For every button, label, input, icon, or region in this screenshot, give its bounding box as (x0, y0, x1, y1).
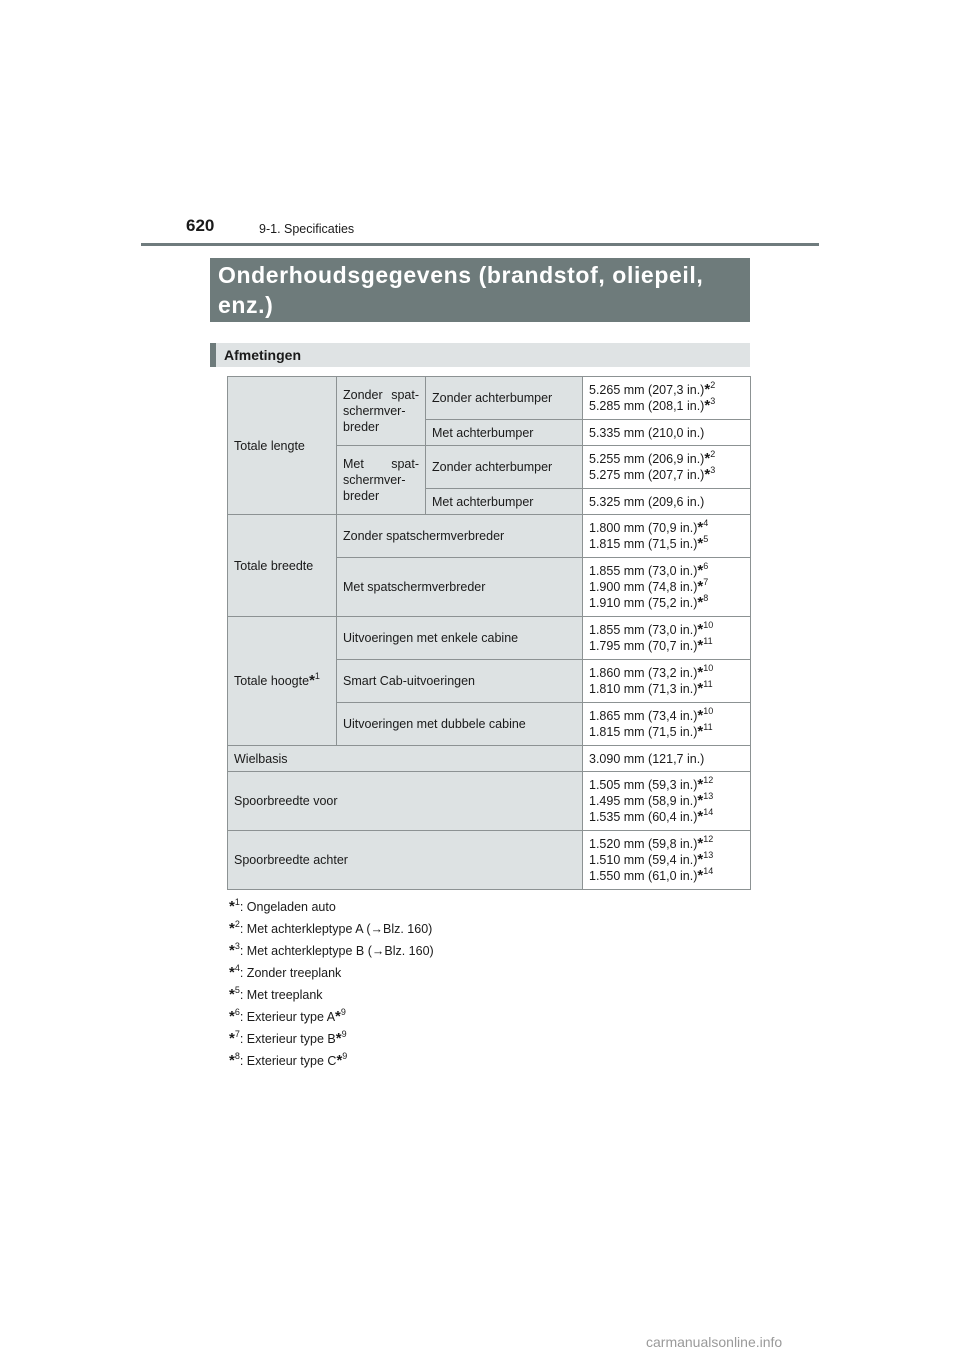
footnote-ref: 13 (703, 850, 714, 860)
footnote-marker: * (229, 986, 235, 1003)
footnote-text: : Zonder treeplank (239, 966, 342, 980)
footnote-number: 1 (234, 897, 240, 907)
footnote-item (229, 962, 434, 984)
footnote-ref: 3 (710, 396, 716, 406)
section-label: 9-1. Specificaties (259, 222, 355, 236)
value-text: 1.855 mm (73,0 in.) (589, 623, 698, 637)
footnote-marker: * (229, 898, 235, 915)
cell-label: Zonder achterbumper (426, 377, 583, 420)
footnote-ref: 7 (703, 577, 709, 587)
section-subheading: Afmetingen (210, 343, 750, 367)
footnote-item (229, 1028, 434, 1050)
footnote-marker: * (697, 562, 704, 579)
footnote-ref: 3 (710, 465, 716, 475)
cell-label: Zonder achterbumper (426, 446, 583, 489)
footnote-marker: * (336, 1052, 343, 1069)
footnote-ref: 11 (703, 679, 713, 689)
value-cell (583, 377, 751, 420)
value-text: 5.285 mm (208,1 in.) (589, 399, 705, 413)
footnote-item (229, 984, 434, 1006)
value-text: 1.800 mm (70,9 in.) (589, 521, 698, 535)
footnote-marker: * (697, 664, 704, 681)
footnote-marker: * (229, 1030, 235, 1047)
value-cell (583, 703, 751, 746)
footnote-marker: * (704, 381, 711, 398)
cell-label: Met achterbumper (426, 420, 583, 446)
value-cell: 3.090 mm (121,7 in.) (583, 746, 751, 772)
value-text: 1.900 mm (74,8 in.) (589, 580, 698, 594)
value-text: 5.255 mm (206,9 in.) (589, 452, 705, 466)
value-text: 1.520 mm (59,8 in.) (589, 837, 698, 851)
value-line (589, 622, 744, 638)
footnote-ref: 13 (703, 791, 714, 801)
footnote-item (229, 896, 434, 918)
footnote-ref: 2 (710, 380, 716, 390)
row-label-totale-lengte: Totale lengte (228, 377, 337, 515)
footnote-ref: 9 (341, 1029, 347, 1039)
footnote-ref: 8 (703, 593, 709, 603)
page-title: Onderhoudsgegevens (brandstof, oliepeil, enz.) (210, 258, 750, 322)
value-text: 1.855 mm (73,0 in.) (589, 564, 698, 578)
footnote-number: 7 (234, 1029, 240, 1039)
footnote-ref: 14 (703, 866, 714, 876)
value-text: 1.495 mm (58,9 in.) (589, 794, 698, 808)
footnote-marker: * (697, 835, 704, 852)
footnote-number: 5 (234, 985, 240, 995)
value-cell (583, 772, 751, 831)
footnote-ref: 2 (710, 449, 716, 459)
page-number: 620 (186, 216, 215, 235)
row-label-spoor-voor: Spoorbreedte voor (228, 772, 583, 831)
footnote-text: : Met achterkleptype B (→Blz. 160) (239, 944, 434, 958)
footnote-number: 6 (234, 1007, 240, 1017)
value-line (589, 520, 744, 536)
footnote-marker: * (229, 1008, 235, 1025)
footnote-marker: * (697, 594, 704, 611)
footnote-marker: * (704, 450, 711, 467)
value-line (589, 536, 744, 552)
footnote-ref: 12 (703, 834, 714, 844)
table-row (228, 515, 751, 558)
footnote-ref: 9 (340, 1007, 346, 1017)
footnote-marker: * (697, 578, 704, 595)
value-line (589, 724, 744, 740)
footnote-text: : Met achterkleptype A (→Blz. 160) (239, 922, 433, 936)
footnote-marker: * (704, 466, 711, 483)
row-sublabel-met-verbreder: Met spat-schermver-breder (337, 446, 426, 515)
value-cell (583, 660, 751, 703)
footnote-ref: 4 (703, 518, 709, 528)
row-label-totale-breedte: Totale breedte (228, 515, 337, 617)
value-text: 1.810 mm (71,3 in.) (589, 682, 698, 696)
value-line (589, 579, 744, 595)
dimensions-table (227, 376, 751, 890)
footnote-ref: 11 (703, 722, 713, 732)
row-sublabel-zonder-verbreder: Zonder spat-schermver-breder (337, 377, 426, 446)
footnote-marker: * (697, 519, 704, 536)
watermark: carmanualsonline.info (646, 1334, 783, 1350)
footnote-marker: * (229, 964, 235, 981)
cell-label: Met spatschermverbreder (337, 558, 583, 617)
value-text: 1.510 mm (59,4 in.) (589, 853, 698, 867)
value-line (589, 638, 744, 654)
footnote-number: 2 (234, 919, 240, 929)
footnote-item (229, 1006, 434, 1028)
footnote-marker: * (697, 535, 704, 552)
value-text: 5.275 mm (207,7 in.) (589, 468, 705, 482)
footnote-ref: 6 (703, 561, 709, 571)
cell-label: Met achterbumper (426, 489, 583, 515)
value-cell (583, 617, 751, 660)
value-cell (583, 446, 751, 489)
footnote-marker: * (697, 808, 704, 825)
footnote-marker: * (697, 637, 704, 654)
value-line (589, 708, 744, 724)
footnote-ref: 11 (703, 636, 713, 646)
table-row (228, 772, 751, 831)
value-text: 1.795 mm (70,7 in.) (589, 639, 698, 653)
value-line (589, 382, 744, 398)
footnote-text: : Exterieur type A (239, 1010, 336, 1024)
footnotes (229, 896, 434, 1072)
table-row (228, 746, 751, 772)
footnote-marker: * (697, 707, 704, 724)
value-line (589, 398, 744, 414)
value-line (589, 563, 744, 579)
value-cell (583, 515, 751, 558)
footnote-marker: * (229, 942, 235, 959)
cell-label: Smart Cab-uitvoeringen (337, 660, 583, 703)
footnote-marker: * (704, 397, 711, 414)
footnote-text: : Exterieur type C (239, 1054, 337, 1068)
footnote-ref: 9 (342, 1051, 348, 1061)
footnote-ref: 12 (703, 775, 714, 785)
value-line (589, 809, 744, 825)
footnote-item (229, 1050, 434, 1072)
cell-label: Uitvoeringen met enkele cabine (337, 617, 583, 660)
value-text: 1.505 mm (59,3 in.) (589, 778, 698, 792)
footnote-marker: * (229, 1052, 235, 1069)
value-text: 1.860 mm (73,2 in.) (589, 666, 698, 680)
value-line (589, 836, 744, 852)
value-line (589, 793, 744, 809)
footnote-marker: * (309, 672, 315, 689)
cell-label: Zonder spatschermverbreder (337, 515, 583, 558)
value-text: 1.550 mm (61,0 in.) (589, 869, 698, 883)
value-text: 1.815 mm (71,5 in.) (589, 725, 698, 739)
value-line (589, 665, 744, 681)
footnote-marker: * (335, 1030, 342, 1047)
footnote-number: 8 (234, 1051, 240, 1061)
cell-label: Uitvoeringen met dubbele cabine (337, 703, 583, 746)
footnote-marker: * (697, 621, 704, 638)
value-text: 1.815 mm (71,5 in.) (589, 537, 698, 551)
value-cell (583, 558, 751, 617)
footnote-marker: * (697, 792, 704, 809)
footnote-marker: * (697, 867, 704, 884)
footnote-text: : Ongeladen auto (239, 900, 336, 914)
value-line (589, 451, 744, 467)
table-row (228, 831, 751, 890)
row-label-totale-hoogte: Totale hoogte*$^1$ (228, 617, 337, 746)
header-rule (141, 243, 819, 246)
value-cell: 5.335 mm (210,0 in.) (583, 420, 751, 446)
footnote-marker: * (697, 776, 704, 793)
value-line (589, 595, 744, 611)
value-cell: 5.325 mm (209,6 in.) (583, 489, 751, 515)
table-row (228, 617, 751, 660)
footnote-text: : Met treeplank (239, 988, 323, 1002)
footnote-marker: * (697, 851, 704, 868)
value-line (589, 852, 744, 868)
footnote-ref: 10 (703, 706, 714, 716)
value-text: 1.910 mm (75,2 in.) (589, 596, 698, 610)
value-line (589, 467, 744, 483)
footnote-ref: 10 (703, 663, 714, 673)
value-line (589, 868, 744, 884)
footnote-marker: * (697, 723, 704, 740)
footnote-ref: 14 (703, 807, 714, 817)
footnote-marker: * (229, 920, 235, 937)
row-label-spoor-achter: Spoorbreedte achter (228, 831, 583, 890)
footnote-item (229, 940, 434, 962)
value-text: 1.865 mm (73,4 in.) (589, 709, 698, 723)
row-label-wielbasis: Wielbasis (228, 746, 583, 772)
footnote-item (229, 918, 434, 940)
value-text: 1.535 mm (60,4 in.) (589, 810, 698, 824)
value-cell (583, 831, 751, 890)
value-line (589, 681, 744, 697)
footnote-number: 4 (234, 963, 240, 973)
footnote-marker: * (697, 680, 704, 697)
footnote-ref: 10 (703, 620, 714, 630)
value-text: 5.265 mm (207,3 in.) (589, 383, 705, 397)
footnote-text: : Exterieur type B (239, 1032, 336, 1046)
value-line (589, 777, 744, 793)
footnote-marker: * (335, 1008, 341, 1025)
table-row (228, 377, 751, 420)
footnote-ref: 5 (703, 534, 709, 544)
footnote-number: 3 (234, 941, 240, 951)
